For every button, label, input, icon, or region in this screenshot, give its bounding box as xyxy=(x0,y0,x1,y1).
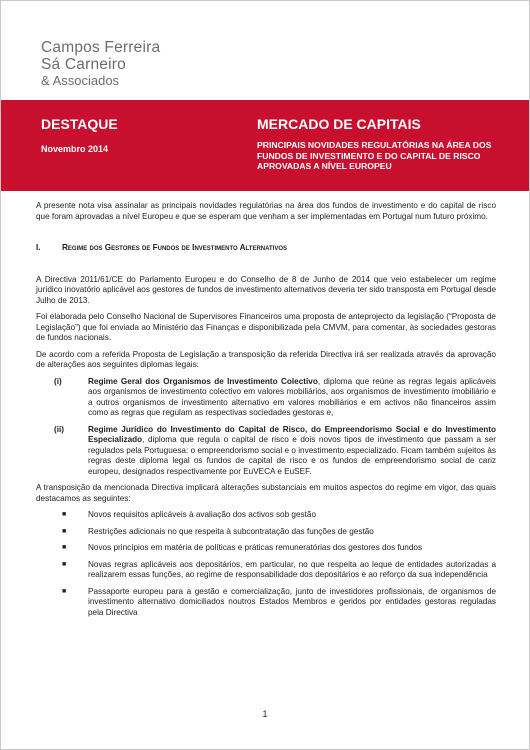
bullet-square-icon: ■ xyxy=(62,587,67,595)
bullet-item xyxy=(36,560,496,581)
bullet-text: Passaporte europeu para a gestão e comercialização, junto de investidores profissionais, de organismos de investimento alternativo domiciliados noutros Estados Membros e geridos por entidades gestoras reguladas pela Directiva xyxy=(88,586,496,617)
item-bold-title: Regime Geral dos Organismos de Investimento Colectivo xyxy=(88,376,318,386)
item-text xyxy=(88,377,496,419)
paragraph-3: De acordo com a referida Proposta de Legislação a transposição da referida Directiva irá ser realizada através da aprovação de alterações aos seguintes diplomas legais: xyxy=(36,349,496,369)
section-title: Regime dos Gestores de Fundos de Investimento Alternativos xyxy=(62,243,288,252)
item-body: , diploma que regula o capital de risco e dois novos tipos de investimento que passam a ser regulados pela Portuguesa: o empreendorismo social e o investimento especializado. Ficam também sujeitos às regras deste diploma legal os fundos de capital de risco e os fundos de empreendorismo social de cariz europeu, designados respectivamente por EuVECA e EuSEF. xyxy=(88,435,496,476)
firm-logo xyxy=(41,39,160,88)
bullet-text: Novos requisitos aplicáveis à avaliação dos activos sob gestão xyxy=(88,510,317,519)
section-number: I. xyxy=(36,243,41,252)
item-body: , diploma que reúne as regras legais aplicáveis aos organismos de investimento colectivo em valores mobiliários, aos organismos de investimento imobiliário e a outros organismos de investimento alternativo em valores mobiliários e em activos não financeiros assim como as regras que regulam as respectivas sociedades gestoras e, xyxy=(88,376,496,417)
bullet-item xyxy=(36,527,496,538)
logo-line-1: Campos Ferreira xyxy=(41,39,161,56)
intro-paragraph: A presente nota visa assinalar as principais novidades regulatórias na área dos fundos de investimento e do capital de risco que foram aprovadas a nível Europeu e que se esperam que venham a ser implementadas em Portugal num futuro próximo. xyxy=(36,201,496,221)
item-number: (ii) xyxy=(54,424,65,434)
paragraph-1: A Directiva 2011/61/CE do Parlamento Europeu e do Conselho de 8 de Junho de 2014 que veio estabelecer um regime jurídico inovatório aplicável aos gestores de fundos de investimento alternativos deveria ter sido transposta em Portugal desde Julho de 2013. xyxy=(36,274,496,305)
logo-line-3: & Associados xyxy=(41,73,120,88)
bullet-square-icon: ■ xyxy=(62,560,67,568)
bullet-text: Restrições adicionais no que respeita à subcontratação das funções de gestão xyxy=(88,526,374,536)
item-bold-title: Regime Jurídico do Investimento do Capital de Risco, do Empreendorismo Social e do Investimento Especializado xyxy=(88,424,496,444)
item-text xyxy=(88,425,496,478)
logo-line-2: Sá Carneiro xyxy=(41,56,126,73)
header-banner xyxy=(1,100,529,191)
item-number: (i) xyxy=(54,376,62,386)
banner-label: DESTAQUE xyxy=(41,116,118,132)
bullet-list xyxy=(36,510,496,618)
paragraph-2: Foi elaborada pelo Conselho Nacional de Supervisores Financeiros uma proposta de anteprojecto da legislação (“Proposta de Legislação”) que foi enviada ao Ministério das Finanças e disponibilizada pela CMVM, para comentar, às sociedades gestoras de fundos nacionais. xyxy=(36,312,496,342)
document-body xyxy=(36,201,496,624)
section-heading xyxy=(36,243,496,254)
bullet-text: Novas regras aplicáveis aos depositários, em particular, no que respeita ao leque de entidades autorizadas a realizarem essas funções, ao regime de responsabilidade dos depositários e ao reforço da sua independência xyxy=(88,559,496,579)
bullet-text: Novos princípios em matéria de políticas e práticas remuneratórias dos gestores dos fundos xyxy=(88,543,423,552)
bullet-square-icon: ■ xyxy=(62,527,67,535)
bullet-square-icon: ■ xyxy=(62,544,67,551)
page-number: 1 xyxy=(262,709,268,719)
bullet-item xyxy=(36,587,496,619)
publication-date: Novembro 2014 xyxy=(41,144,109,154)
paragraph-4: A transposição da mencionada Directiva implicará alterações substanciais em muitos aspectos do regime em vigor, das quais destacamos as seguintes: xyxy=(36,483,496,503)
list-item xyxy=(36,425,496,478)
bullet-item xyxy=(36,510,496,521)
list-item xyxy=(36,377,496,419)
bullet-item xyxy=(36,543,496,554)
banner-subtitle: PRINCIPAIS NOVIDADES REGULATÓRIAS NA ÁREA DOS FUNDOS DE INVESTIMENTO E DO CAPITAL DE RISCO APROVADAS A NÍVEL EUROPEU xyxy=(257,140,492,171)
bullet-square-icon: ■ xyxy=(62,511,67,518)
banner-topic: MERCADO DE CAPITAIS xyxy=(257,116,421,132)
